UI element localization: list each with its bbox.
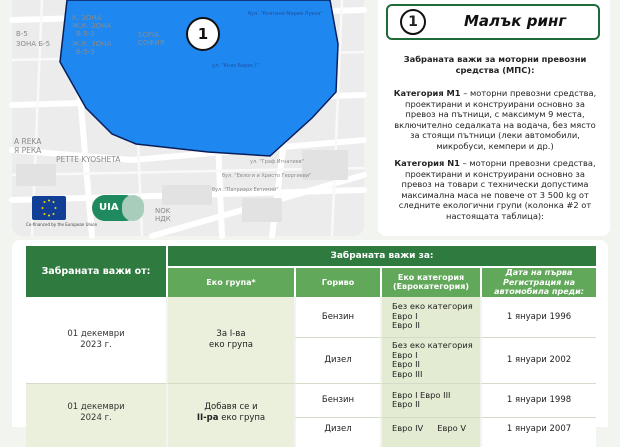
fuel-cell: Бензин [294, 383, 380, 417]
map-label: B-5 [16, 30, 28, 38]
map-label: Я РЕКА [14, 146, 42, 155]
category-n1-description: – моторни превозни средства, проектирани и конструирани основно за превоз на товари с технически допустима максимална маса не повече от 3 500 kg от следните екологични групи (колонка #2 от настоящата таблица): [398, 158, 596, 221]
zone-map[interactable] [12, 0, 364, 236]
map-label: NOK [155, 207, 171, 215]
header-eco-category-sub: (Еврокатегория) [392, 282, 470, 292]
eco-category: Без еко категория [392, 301, 473, 312]
category-m1-label: Категория М1 [393, 88, 461, 98]
eco-group-line1: За I-ва [216, 328, 246, 339]
category-m1-description: – моторни превозни средства, проектирани и конструирани основно за превоз на пътници, с максимум 9 места, включително седалката на водача, без място за стоящи пътници (леки автомобили, микробуси, кемпери и др.) [394, 88, 597, 151]
eco-category: Евро III [420, 389, 451, 400]
header-ban-from: Забраната важи от: [26, 246, 166, 297]
map-label: СОФИЯ [138, 39, 165, 47]
zone-info-panel [378, 0, 610, 236]
category-n1-label: Категория N1 [394, 158, 460, 168]
registration-date-cell: 1 януари 2007 [480, 417, 596, 447]
map-label: Ж.К. ЗОНА [72, 40, 112, 48]
eu-flag-icon [32, 196, 66, 220]
ban-date-day: 01 декември [67, 328, 125, 339]
map-label: К. ЗОНА [72, 14, 102, 22]
eco-category: Евро I [392, 310, 418, 321]
eco-category-cell [380, 417, 480, 447]
header-eco-category-label: Еко категория [397, 272, 465, 282]
eco-category: Евро II [392, 320, 421, 331]
fuel-cell: Дизел [294, 337, 380, 383]
header-eco-category [380, 266, 480, 297]
street-label: бул. "Княгиня Мария Луиза" [248, 11, 323, 17]
header-registration-date: Дата на първа Регистрация на автомобила преди: [480, 266, 596, 297]
street-label: бул. "Патриарх Евтимий" [212, 187, 279, 193]
eco-category: Евро II [392, 359, 421, 369]
eco-category: Евро IV [392, 422, 424, 433]
map-label: Ж.К. ЗОНА [72, 22, 112, 30]
ban-date-year: 2024 г. [80, 412, 112, 423]
eco-group-line1: Добавя се и [204, 401, 258, 412]
street-label: ул. "Княз Борис I" [212, 63, 259, 69]
eco-category-cell [380, 297, 480, 337]
eco-category: Евро I Евро II [392, 389, 421, 409]
map-label: НДК [155, 215, 171, 223]
fuel-cell: Бензин [294, 297, 380, 337]
registration-date-cell: 1 януари 1998 [480, 383, 596, 417]
zone-number: 1 [400, 9, 426, 35]
eco-group-cell [166, 297, 294, 383]
map-label: ЗОНА Б-5 [16, 40, 51, 48]
map-label: SOFIA [138, 31, 159, 39]
header-eco-group: Еко група* [166, 266, 294, 297]
category-m1-text [390, 88, 600, 151]
eco-group-line2-suffix: еко група [218, 412, 266, 423]
header-ban-applies: Забраната важи за: [166, 246, 596, 266]
eco-category: Евро III [392, 368, 423, 379]
street-label: ул. "Граф Игнатиев" [250, 159, 304, 165]
ban-intro: Забраната важи за моторни превозни средства (МПС): [403, 54, 587, 75]
ban-date-day: 01 декември [67, 401, 125, 412]
category-n1-text [390, 158, 600, 221]
zone-title-box [386, 4, 600, 40]
eco-category: Без еко категория [392, 340, 473, 350]
eco-category-cell [380, 337, 480, 383]
map-label: A REKA [14, 137, 42, 146]
eu-caption: Co-financed by the European Union [26, 222, 98, 227]
table-row [26, 383, 596, 417]
restrictions-table-card [12, 240, 608, 434]
zone-title: Малък ринг [464, 12, 567, 30]
eco-category-cell [380, 383, 480, 417]
eco-category: Евро V [437, 422, 467, 433]
map-label: B-5-3 [76, 30, 95, 38]
eco-group-line2: II-ра [196, 412, 219, 423]
fuel-cell: Дизел [294, 417, 380, 447]
map-label: Б-5-3 [76, 48, 95, 56]
logo-bar [12, 192, 364, 236]
map-label: PETTE KYOSHETA [56, 155, 121, 164]
zone-number-badge: 1 [186, 17, 220, 51]
ban-date-cell [26, 383, 166, 447]
ban-date-cell [26, 297, 166, 383]
restrictions-table [26, 246, 596, 447]
table-row [26, 297, 596, 337]
header-fuel: Гориво [294, 266, 380, 297]
registration-date-cell: 1 януари 2002 [480, 337, 596, 383]
eco-group-line2: еко група [209, 339, 253, 350]
ban-date-year: 2023 г. [80, 339, 112, 350]
street-label: бул. "Евлоги и Христо Георгиеви" [222, 173, 312, 179]
eco-group-cell [166, 383, 294, 447]
eco-category: Евро I [392, 349, 418, 360]
uia-logo: UIA [92, 195, 138, 221]
registration-date-cell: 1 януари 1996 [480, 297, 596, 337]
